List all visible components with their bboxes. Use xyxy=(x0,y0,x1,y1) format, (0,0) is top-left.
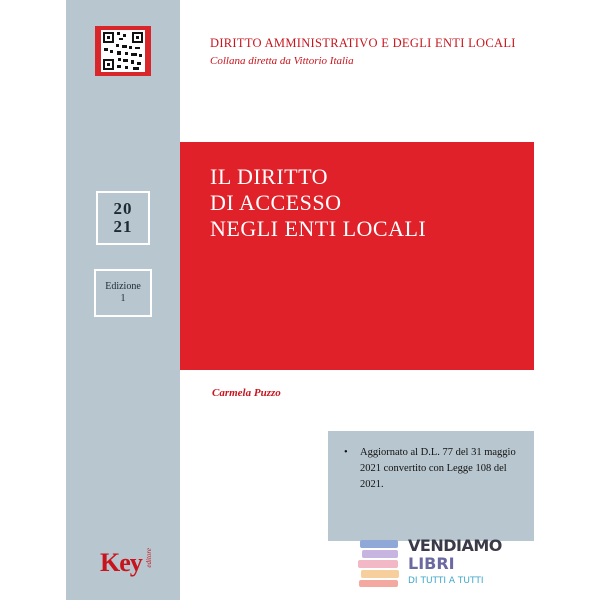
year-line-1: 20 xyxy=(113,199,133,218)
publisher-tag: editore xyxy=(145,548,153,568)
update-note-text: Aggiornato al D.L. 77 del 31 maggio 2021 convertito con Legge 108 del 2021. xyxy=(360,447,516,490)
watermark-line-2: LIBRI xyxy=(408,554,455,573)
edition-label: Edizione xyxy=(105,281,141,292)
qr-code-icon xyxy=(95,26,151,76)
edition-number: 1 xyxy=(120,293,126,304)
year-line-2: 21 xyxy=(113,217,133,236)
series-subtitle: Collana diretta da Vittorio Italia xyxy=(210,55,354,67)
book-title-line-2: DI ACCESSO xyxy=(210,190,342,215)
book-title-line-1: IL DIRITTO xyxy=(210,164,329,189)
edition-box xyxy=(94,269,152,317)
update-note-box xyxy=(328,431,534,541)
watermark-line-1: VENDIAMO xyxy=(408,536,502,555)
year-box xyxy=(96,191,150,245)
books-stack-icon xyxy=(358,538,402,588)
book-title-line-3: NEGLI ENTI LOCALI xyxy=(210,216,427,241)
bullet-icon: • xyxy=(344,447,348,458)
series-title: DIRITTO AMMINISTRATIVO E DEGLI ENTI LOCALI xyxy=(210,36,516,50)
watermark-line-3: DI TUTTI A TUTTI xyxy=(408,576,484,586)
publisher-logo: Key xyxy=(100,548,142,577)
author-name: Carmela Puzzo xyxy=(212,387,281,399)
book-title xyxy=(210,164,530,242)
